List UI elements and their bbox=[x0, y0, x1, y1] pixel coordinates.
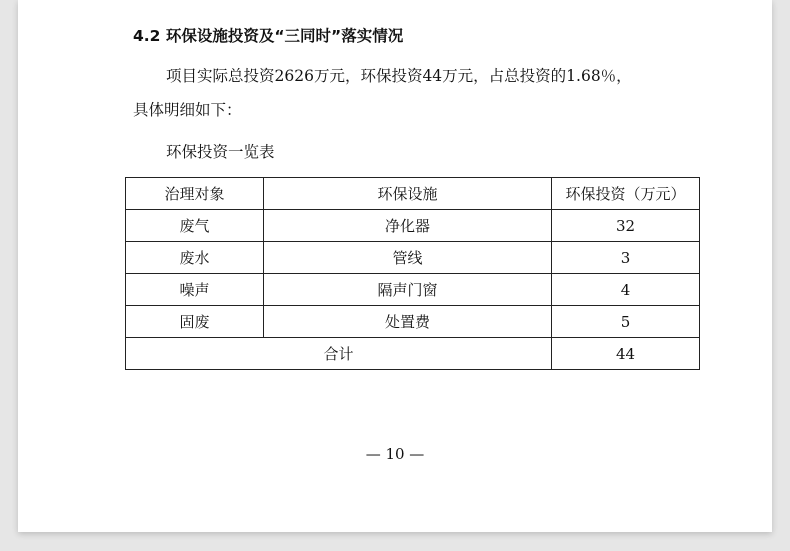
total-value: 44 bbox=[552, 338, 700, 370]
cell-investment: 5 bbox=[552, 306, 700, 338]
header-investment: 环保投资（万元） bbox=[552, 178, 700, 210]
table-row bbox=[126, 210, 700, 242]
investment-table bbox=[125, 177, 700, 370]
table-total-row bbox=[126, 338, 700, 370]
cell-target: 噪声 bbox=[126, 274, 264, 306]
cell-facility: 管线 bbox=[264, 242, 552, 274]
cell-facility: 净化器 bbox=[264, 210, 552, 242]
table-row bbox=[126, 306, 700, 338]
paragraph-line-2: 具体明细如下： bbox=[133, 101, 242, 119]
table-row bbox=[126, 242, 700, 274]
cell-investment: 4 bbox=[552, 274, 700, 306]
section-heading: 4.2 环保设施投资及“三同时”落实情况 bbox=[133, 27, 404, 45]
total-label: 合计 bbox=[126, 338, 552, 370]
cell-facility: 处置费 bbox=[264, 306, 552, 338]
table-caption: 环保投资一览表 bbox=[166, 143, 275, 161]
cell-facility: 隔声门窗 bbox=[264, 274, 552, 306]
cell-investment: 32 bbox=[552, 210, 700, 242]
header-target: 治理对象 bbox=[126, 178, 264, 210]
header-facility: 环保设施 bbox=[264, 178, 552, 210]
cell-target: 废气 bbox=[126, 210, 264, 242]
table-row bbox=[126, 274, 700, 306]
document-page bbox=[18, 0, 772, 532]
page-number: — 10 — bbox=[365, 445, 425, 463]
cell-target: 固废 bbox=[126, 306, 264, 338]
cell-target: 废水 bbox=[126, 242, 264, 274]
table-header-row bbox=[126, 178, 700, 210]
paragraph-line-1: 项目实际总投资2626万元，环保投资44万元，占总投资的1.68％， bbox=[166, 67, 632, 85]
cell-investment: 3 bbox=[552, 242, 700, 274]
